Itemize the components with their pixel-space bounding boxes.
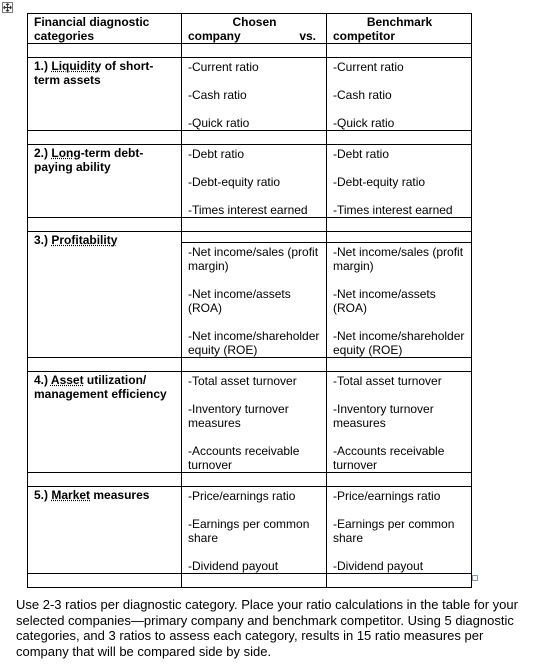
header-benchmark-line2: competitor — [333, 29, 396, 43]
chosen-company-ratios — [182, 243, 327, 358]
category-name-rest: of short-term assets — [34, 59, 154, 87]
ratio-item: -Cash ratio — [333, 88, 392, 102]
category-cell — [28, 487, 182, 574]
empty-cell — [327, 232, 472, 243]
spacer-row — [28, 131, 472, 145]
ratio-item: -Debt-equity ratio — [333, 175, 426, 189]
ratio-item: -Price/earnings ratio — [188, 489, 296, 503]
ratio-item: -Quick ratio — [188, 116, 250, 130]
ratio-item: -Earnings per common share — [333, 517, 455, 545]
header-benchmark-competitor — [327, 14, 472, 44]
table-resize-handle[interactable] — [472, 575, 478, 581]
category-name-rest: utilization/ management efficiency — [34, 373, 167, 401]
category-name: Asset — [50, 373, 84, 387]
table-move-handle-icon[interactable] — [2, 2, 13, 13]
ratio-item: -Earnings per common share — [188, 517, 310, 545]
table-row — [28, 145, 472, 218]
chosen-company-ratios — [182, 487, 327, 574]
ratio-item: -Net income/shareholder equity (ROE) — [333, 329, 465, 357]
table-row — [28, 372, 472, 473]
table-row — [28, 232, 472, 243]
category-name: Profitability — [51, 233, 118, 247]
ratio-item: -Dividend payout — [188, 559, 279, 573]
ratio-item: -Current ratio — [188, 60, 259, 74]
header-categories-line1: Financial diagnostic — [34, 15, 150, 29]
table-row — [28, 58, 472, 131]
benchmark-ratios — [327, 145, 472, 218]
category-number: 4.) — [34, 373, 49, 387]
benchmark-ratios — [327, 243, 472, 358]
spacer-row — [28, 358, 472, 372]
ratio-item: -Quick ratio — [333, 116, 395, 130]
ratio-item: -Net income/assets (ROA) — [188, 287, 291, 315]
header-chosen-line1: Chosen — [232, 15, 277, 29]
category-cell — [28, 145, 182, 218]
category-number: 3.) — [34, 233, 49, 247]
category-name-rest: -term debt-paying ability — [34, 146, 144, 174]
ratio-item: -Debt ratio — [188, 147, 245, 161]
ratio-item: -Current ratio — [333, 60, 404, 74]
instructions-text: Use 2-3 ratios per diagnostic category. Place your ratio calculations in the table for your selected companies—primary company and benchmark competitor. Using 5 diagnostic categories, and 3 ratios to assess each category, results in 15 ratio measures per company that will be compared side by side. — [16, 597, 518, 659]
ratio-item: -Price/earnings ratio — [333, 489, 441, 503]
ratio-item: -Debt-equity ratio — [188, 175, 281, 189]
benchmark-ratios — [327, 58, 472, 131]
header-chosen-company — [182, 14, 327, 44]
spacer-row — [28, 574, 472, 588]
ratio-item: -Net income/assets (ROA) — [333, 287, 436, 315]
category-cell — [28, 232, 182, 358]
table-row — [28, 487, 472, 574]
header-categories-line2: categories — [34, 29, 95, 43]
category-cell — [28, 372, 182, 473]
spacer-row — [28, 44, 472, 58]
ratio-item: -Dividend payout — [333, 559, 424, 573]
spacer-row — [28, 473, 472, 487]
header-categories — [28, 14, 182, 44]
chosen-company-ratios — [182, 58, 327, 131]
category-cell — [28, 58, 182, 131]
category-name: Market — [51, 488, 91, 502]
ratio-item: -Times interest earned — [333, 203, 453, 217]
chosen-company-ratios — [182, 372, 327, 473]
category-name-rest: measures — [90, 488, 150, 502]
spacer-row — [28, 218, 472, 232]
category-number: 1.) — [34, 59, 49, 73]
category-number: 5.) — [34, 488, 49, 502]
benchmark-ratios — [327, 372, 472, 473]
ratio-item: -Total asset turnover — [188, 374, 297, 388]
ratio-item: -Debt ratio — [333, 147, 390, 161]
header-benchmark-line1: Benchmark — [366, 15, 433, 29]
header-chosen-line2: company — [188, 29, 241, 43]
ratio-item: -Inventory turnover measures — [188, 402, 289, 430]
category-number: 2.) — [34, 146, 49, 160]
table-header-row — [28, 14, 472, 44]
ratio-item: -Net income/sales (profit margin) — [333, 245, 464, 273]
ratio-item: -Cash ratio — [188, 88, 247, 102]
ratio-item: -Net income/shareholder equity (ROE) — [188, 329, 320, 357]
ratio-item: -Accounts receivable turnover — [188, 444, 300, 472]
ratio-table — [27, 13, 472, 588]
benchmark-ratios — [327, 487, 472, 574]
header-vs: vs. — [299, 29, 316, 43]
empty-cell — [182, 232, 327, 243]
category-name: Liquidity — [51, 59, 102, 73]
ratio-item: -Times interest earned — [188, 203, 308, 217]
ratio-item: -Total asset turnover — [333, 374, 442, 388]
ratio-item: -Accounts receivable turnover — [333, 444, 445, 472]
chosen-company-ratios — [182, 145, 327, 218]
ratio-item: -Inventory turnover measures — [333, 402, 434, 430]
ratio-item: -Net income/sales (profit margin) — [188, 245, 319, 273]
category-name: Long — [51, 146, 81, 160]
